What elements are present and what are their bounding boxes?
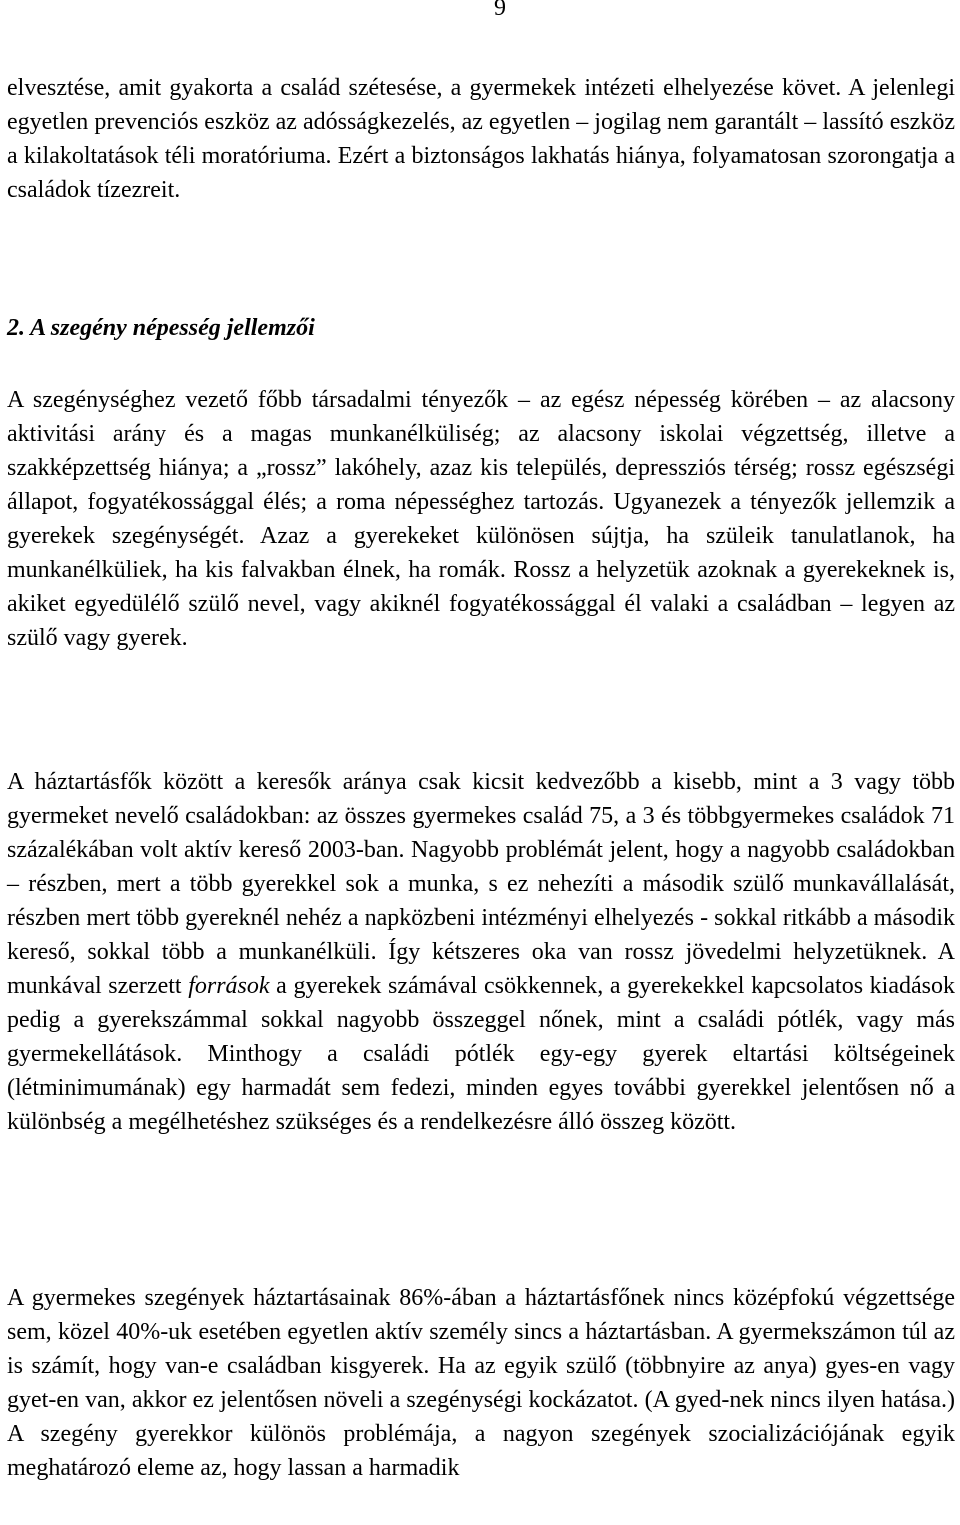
emphasized-word: források [188,973,270,999]
paragraph-poor-households: A gyermekes szegények háztartásainak 86%-ában a háztartásfőnek nincs középfokú végzettsége sem, közel 40%-uk esetében egyetlen aktív személy sincs a háztartásban. A gyermekszámon túl az is számít, hogy van-e családban kisgyerek. Ha az egyik szülő (többnyire az anya) gyes-en vagy gyet-en van, akkor ez jelentősen növeli a szegénységi kockázatot. (A gyed-nek nincs ilyen hatása.) A szegény gyerekkor különös problémája, a nagyon szegények szocializációjának egyik meghatározó eleme az, hogy lassan a harmadik [7,1285,955,1481]
paragraph-text-part: A háztartásfők között a keresők aránya csak kicsit kedvezőbb a kisebb, mint a 3 vagy több gyermeket nevelő családokban: az összes gyermekes család 75, a 3 és többgyermekes családok 71 százalékában volt aktív kereső 2003-ban. Nagyobb problémát jelent, hogy a nagyobb családokban – részben, mert a több gyerekkel sok a munka, s ez nehezíti a második szülő munkavállalását, részben mert több gyereknél nehéz a napközbeni intézményi elhelyezés - sokkal ritkább a második kereső, sokkal több a munkanélküli. Így kétszeres oka van rossz jövedelmi helyzetüknek. A munkával szerzett [7,769,955,999]
section-heading: 2. A szegény népesség jellemzői [7,315,315,341]
paragraph-poverty-factors: A szegénységhez vezető főbb társadalmi tényezők – az egész népesség körében – az alacsony aktivitási arány és a magas munkanélküliség; az alacsony iskolai végzettség, illetve a szakképzettség hiánya; a „rossz” lakóhely, azaz kis település, depressziós térség; rossz egészségi állapot, fogyatékossággal élés; a roma népességhez tartozás. Ugyanezek a tényezők jellemzik a gyerekek szegénységét. Azaz a gyerekeket különösen sújtja, ha szüleik tanulatlanok, ha munkanélküliek, ha kis falvakban élnek, ha romák. Rossz a helyzetük azoknak a gyerekeknek is, akiket egyedülélő szülő nevel, vagy akiknél fogyatékossággal él valaki a családban – legyen az szülő vagy gyerek. [7,387,955,651]
paragraph-household-earners [7,765,955,1139]
page-number: 9 [494,0,506,21]
paragraph-text-part: a gyerekek számával csökkennek, a gyerekekkel kapcsolatos kiadások pedig a gyerekszámmal sokkal nagyobb összeggel nőnek, mint a családi pótlék, vagy más gyermekellátások. Minthogy a családi pótlék egy-egy gyerek eltartási költségeinek (létminimumának) egy harmadát sem fedezi, minden egyes további gyerekkel jelentősen nő a különbség a megélhetéshez szükséges és a rendelkezésre álló összeg között. [7,973,955,1135]
paragraph-housing: elvesztése, amit gyakorta a család szétesése, a gyermekek intézeti elhelyezése követ. A jelenlegi egyetlen prevenciós eszköz az adósságkezelés, az egyetlen – jogilag nem garantált – lassító eszköz a kilakoltatások téli moratóriuma. Ezért a biztonságos lakhatás hiánya, folyamatosan szorongatja a családok tízezreit. [7,75,955,203]
